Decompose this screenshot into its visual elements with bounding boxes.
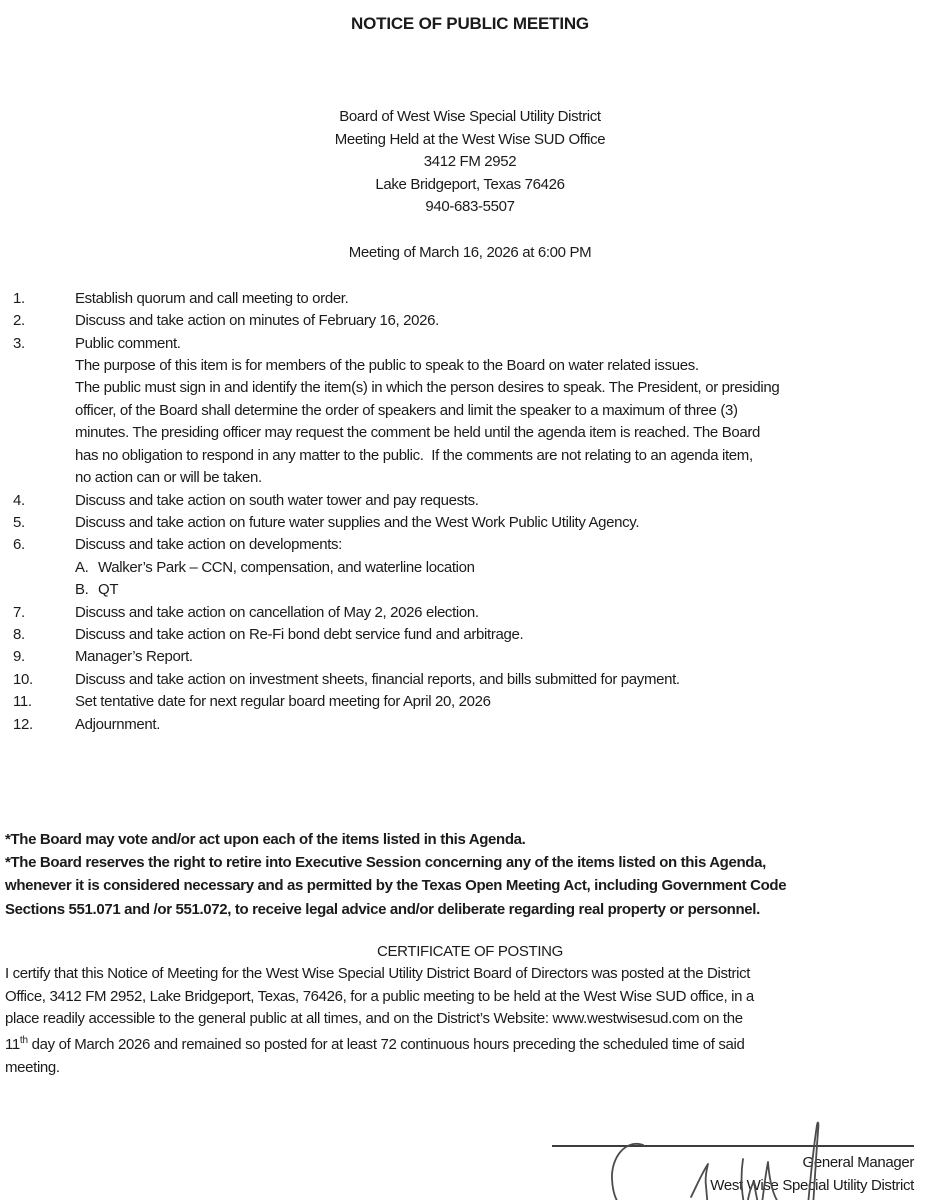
- agenda-item-number: 7.: [13, 603, 25, 621]
- agenda-item: [0, 310, 940, 332]
- agenda-item-text: Set tentative date for next regular board meeting for April 20, 2026: [75, 693, 491, 711]
- address-line: 3412 FM 2952: [423, 153, 517, 171]
- agenda-item-number: 5.: [13, 513, 25, 531]
- certificate-heading: CERTIFICATE OF POSTING: [377, 942, 563, 960]
- agenda-item-text: Discuss and take action on south water tower and pay requests.: [75, 491, 479, 509]
- agenda-item-number: 3.: [13, 334, 25, 352]
- agenda-item: [0, 691, 940, 713]
- agenda-item: [0, 512, 940, 534]
- certificate-line: I certify that this Notice of Meeting for the West Wise Special Utility District Board of Directors was posted at the District: [5, 965, 751, 983]
- board-note-line: whenever it is considered necessary and as permitted by the Texas Open Meeting Act, including Government Code: [5, 877, 787, 895]
- agenda-item-number: 11.: [13, 693, 32, 711]
- agenda-item-number: 10.: [13, 670, 33, 688]
- agenda-subitem: [75, 579, 940, 601]
- agenda-item: [0, 534, 940, 556]
- signer-organization: West Wise Special Utility District: [710, 1176, 914, 1194]
- signature-titles: [0, 1152, 940, 1197]
- document-title: NOTICE OF PUBLIC MEETING: [351, 14, 589, 33]
- agenda-item: [0, 602, 940, 624]
- agenda-item-text: Adjournment.: [75, 715, 161, 733]
- agenda-subitem: [75, 557, 940, 579]
- meeting-date-line: Meeting of March 16, 2026 at 6:00 PM: [348, 244, 592, 262]
- address-line: Lake Bridgeport, Texas 76426: [375, 175, 565, 193]
- agenda-item-detail-line: minutes. The presiding officer may request the comment be held until the agenda item is reached. The Board: [75, 424, 760, 442]
- agenda-item-number: 6.: [13, 536, 25, 554]
- agenda-item-detail-line: The purpose of this item is for members of the public to speak to the Board on water related issues.: [75, 357, 699, 375]
- signature-block: [0, 1145, 940, 1200]
- certificate-paragraph: [5, 963, 940, 1079]
- certificate-line: meeting.: [5, 1058, 60, 1076]
- agenda-item: [0, 624, 940, 646]
- agenda-subitem-text: Walker’s Park – CCN, compensation, and waterline location: [98, 558, 475, 576]
- agenda-item-number: 1.: [13, 289, 25, 307]
- address-line: 940-683-5507: [425, 198, 515, 216]
- agenda-item-text: Discuss and take action on investment sheets, financial reports, and bills submitted for payment.: [75, 670, 680, 688]
- certificate-line: place readily accessible to the general public at all times, and on the District’s Website: www.westwisesud.com on the: [5, 1010, 743, 1027]
- agenda-item: [0, 333, 940, 355]
- agenda-item: [0, 490, 940, 512]
- certificate-line: Office, 3412 FM 2952, Lake Bridgeport, Texas, 76426, for a public meeting to be held at the West Wise SUD office, in a: [5, 987, 754, 1005]
- agenda-item-text: Discuss and take action on cancellation of May 2, 2026 election.: [75, 603, 479, 621]
- agenda-item: [0, 288, 940, 310]
- agenda-item-number: 12.: [13, 715, 33, 733]
- agenda-subitem-label: B.: [75, 581, 89, 599]
- agenda-item-detail-line: no action can or will be taken.: [75, 469, 262, 487]
- agenda-item: [0, 669, 940, 691]
- agenda-item-number: 4.: [13, 491, 25, 509]
- agenda-item-text: Discuss and take action on minutes of February 16, 2026.: [75, 312, 439, 330]
- certificate-line4-superscript: th: [19, 1035, 28, 1047]
- agenda-list: [0, 288, 940, 736]
- agenda-subitem-label: A.: [75, 558, 89, 576]
- agenda-item-text: Manager’s Report.: [75, 648, 193, 666]
- certificate-line4-pre: 11: [5, 1036, 20, 1054]
- agenda-item-number: 8.: [13, 625, 25, 643]
- agenda-item-detail-line: officer, of the Board shall determine the order of speakers and limit the speaker to a maximum of three (3): [75, 401, 738, 419]
- agenda-subitem-text: QT: [98, 581, 119, 599]
- address-line: Board of West Wise Special Utility District: [339, 108, 601, 126]
- agenda-item-number: 9.: [13, 648, 25, 666]
- certificate-line: [5, 1030, 940, 1056]
- agenda-item-text: Discuss and take action on Re-Fi bond debt service fund and arbitrage.: [75, 625, 524, 643]
- agenda-item-number: 2.: [13, 312, 25, 330]
- board-note-line: *The Board may vote and/or act upon each of the items listed in this Agenda.: [5, 830, 526, 848]
- signer-title: General Manager: [802, 1154, 914, 1172]
- certificate-line4-rest: day of March 2026 and remained so posted for at least 72 continuous hours preceding the scheduled time of said: [27, 1036, 745, 1054]
- address-block: [0, 106, 940, 218]
- agenda-item-text: Establish quorum and call meeting to order.: [75, 289, 349, 307]
- address-line: Meeting Held at the West Wise SUD Office: [334, 130, 606, 148]
- agenda-item-text: Discuss and take action on future water supplies and the West Work Public Utility Agency.: [75, 513, 640, 531]
- agenda-item: [0, 714, 940, 736]
- agenda-item-text: Public comment.: [75, 334, 181, 352]
- agenda-item-detail-line: The public must sign in and identify the item(s) in which the person desires to speak. The President, or presiding: [75, 379, 780, 397]
- board-notes: [5, 828, 940, 921]
- agenda-item-text: Discuss and take action on developments:: [75, 536, 342, 554]
- agenda-item-detail-line: has no obligation to respond in any matter to the public. If the comments are not relating to an agenda item,: [75, 446, 753, 464]
- agenda-item: [0, 646, 940, 668]
- board-note-line: Sections 551.071 and /or 551.072, to receive legal advice and/or deliberate regarding real property or personnel.: [5, 900, 760, 918]
- board-note-line: *The Board reserves the right to retire into Executive Session concerning any of the items listed on this Agenda,: [5, 854, 766, 872]
- signature-line: [552, 1145, 914, 1147]
